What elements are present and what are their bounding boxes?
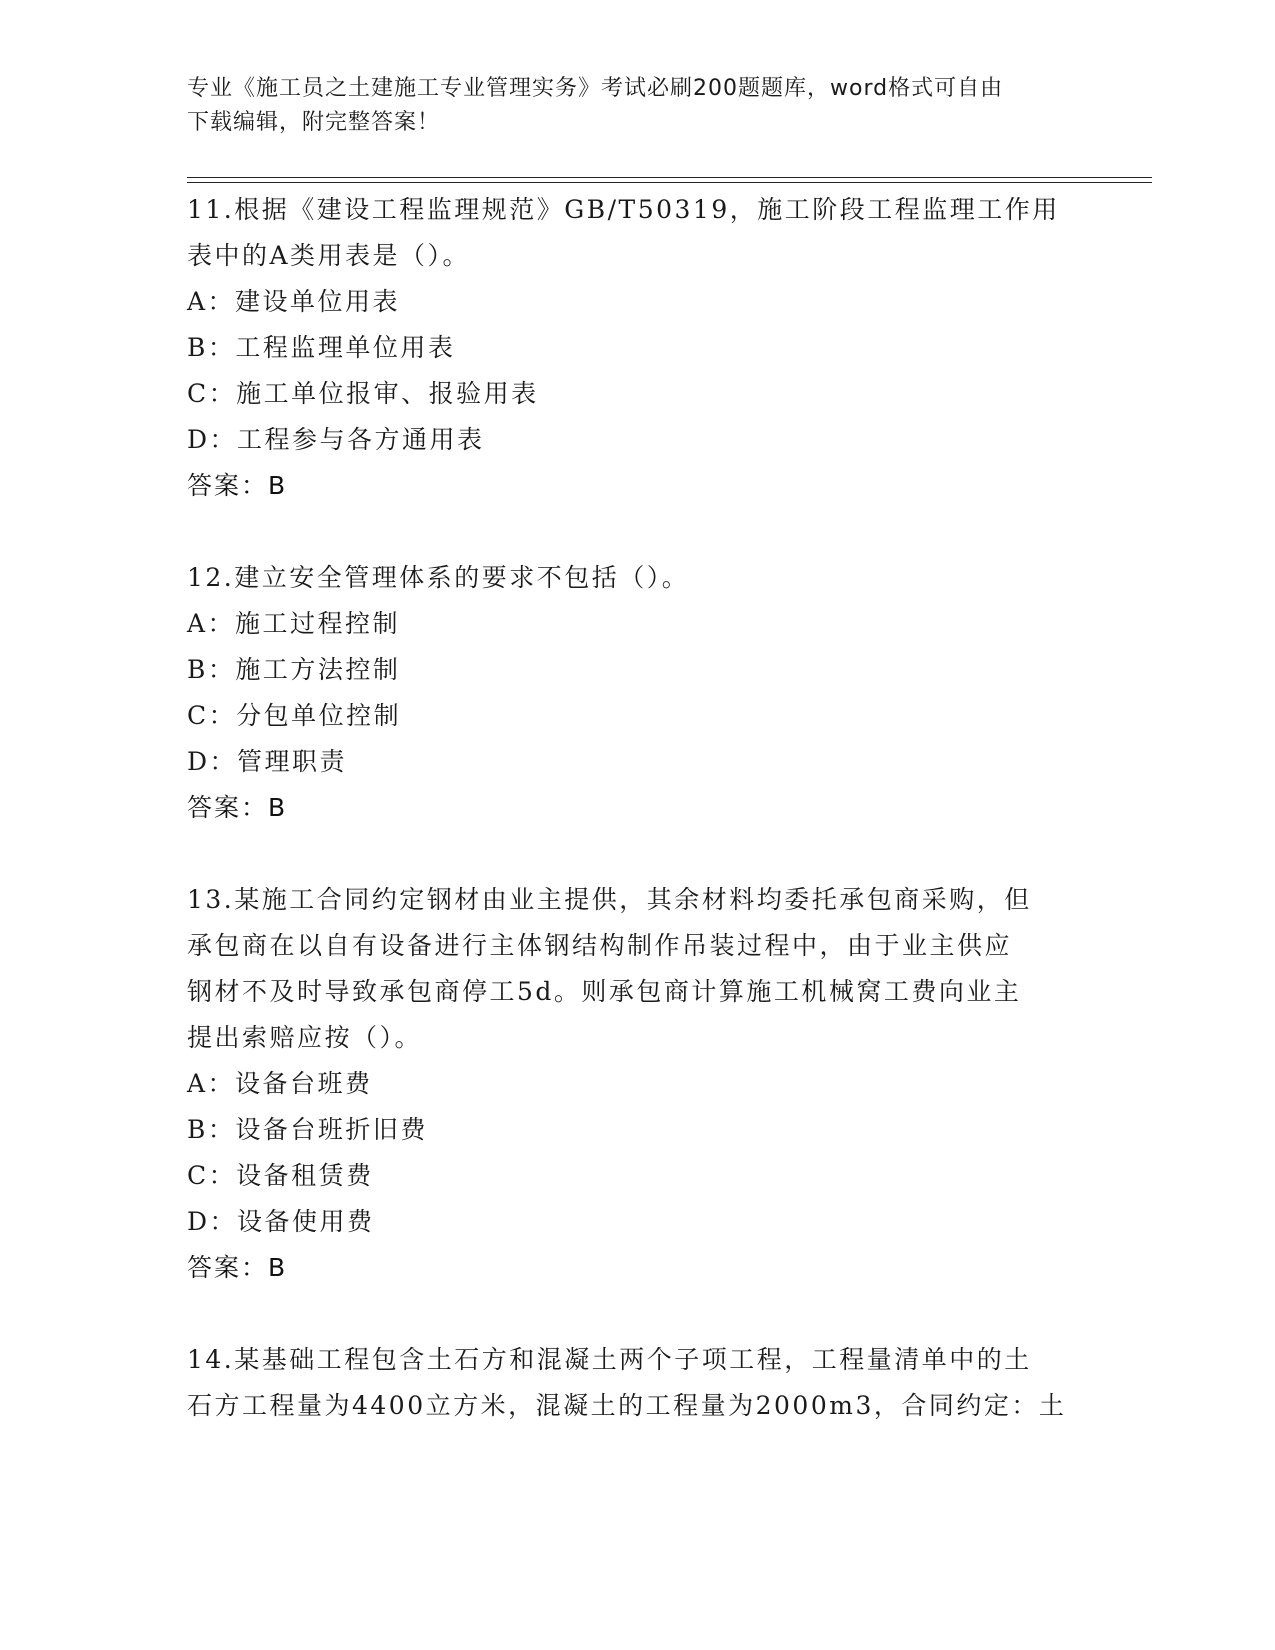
question-stem-line: 石方工程量为4400立方米，混凝土的工程量为2000m3，合同约定：土 <box>187 1391 1067 1420</box>
question-stem-line: 表中的A类用表是（）。 <box>187 241 471 270</box>
header-rule-top <box>187 177 1152 178</box>
header-rule-bottom <box>187 182 1152 183</box>
answer: 答案：B <box>187 1253 288 1282</box>
question-stem-line: 12.建立安全管理体系的要求不包括（）。 <box>187 563 690 592</box>
question-stem-line: 承包商在以自有设备进行主体钢结构制作吊装过程中，由于业主供应 <box>187 931 1013 960</box>
option-c: C：施工单位报审、报验用表 <box>187 379 539 408</box>
question-11 <box>187 187 1087 509</box>
option-b: B：设备台班折旧费 <box>187 1115 428 1144</box>
option-c: C：分包单位控制 <box>187 701 402 730</box>
option-a: A：建设单位用表 <box>187 287 401 316</box>
question-14 <box>187 1337 1087 1429</box>
answer: 答案：B <box>187 471 288 500</box>
question-stem-line: 钢材不及时导致承包商停工5d。则承包商计算施工机械窝工费向业主 <box>187 977 1022 1006</box>
option-b: B：施工方法控制 <box>187 655 401 684</box>
option-d: D：管理职责 <box>187 747 348 776</box>
option-d: D：设备使用费 <box>187 1207 375 1236</box>
question-list <box>187 187 1087 1475</box>
document-header <box>187 72 1067 140</box>
question-12 <box>187 555 1087 831</box>
question-13 <box>187 877 1087 1291</box>
question-stem-line: 11.根据《建设工程监理规范》GB/T50319，施工阶段工程监理工作用 <box>187 195 1060 224</box>
header-line-2: 下载编辑，附完整答案！ <box>187 110 441 135</box>
option-c: C：设备租赁费 <box>187 1161 374 1190</box>
option-d: D：工程参与各方通用表 <box>187 425 485 454</box>
option-b: B：工程监理单位用表 <box>187 333 456 362</box>
header-line-1: 专业《施工员之土建施工专业管理实务》考试必刷200题题库，word格式可自由 <box>187 76 1004 101</box>
option-a: A：设备台班费 <box>187 1069 373 1098</box>
question-stem-line: 14.某基础工程包含土石方和混凝土两个子项工程，工程量清单中的土 <box>187 1345 1032 1374</box>
option-a: A：施工过程控制 <box>187 609 401 638</box>
question-stem-line: 13.某施工合同约定钢材由业主提供，其余材料均委托承包商采购，但 <box>187 885 1032 914</box>
question-stem-line: 提出索赔应按（）。 <box>187 1023 423 1052</box>
answer: 答案：B <box>187 793 288 822</box>
